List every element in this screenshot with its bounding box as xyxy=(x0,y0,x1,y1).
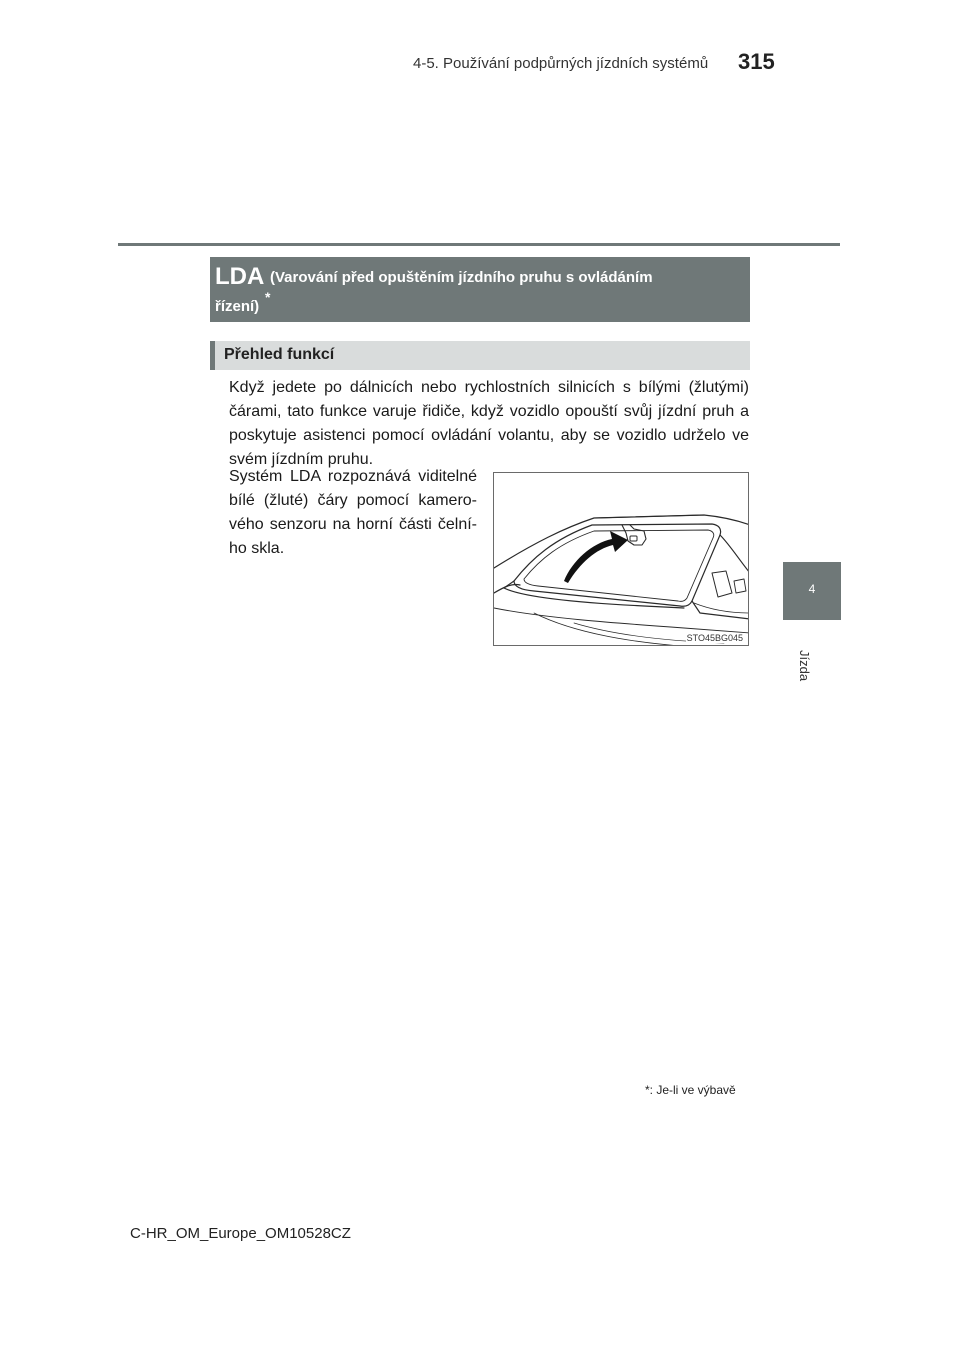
title-footnote-marker: * xyxy=(265,289,271,305)
title-line1: (Varování před opuštěním jízdního pruhu s ovládáním xyxy=(270,269,653,286)
footer-document-id: C-HR_OM_Europe_OM10528CZ xyxy=(130,1225,351,1242)
footnote xyxy=(645,1083,736,1097)
car-windshield-illustration xyxy=(494,473,749,646)
title-line2: řízení) xyxy=(215,298,260,315)
subsection-title: Přehled funkcí xyxy=(224,346,335,363)
footnote-text: : Je-li ve výbavě xyxy=(649,1083,736,1097)
body-paragraph-1: Když jedete po dálnicích nebo rychlostních silnicích s bílými (žlutými) čárami, tato funkce varuje řidiče, když vozidlo opouští svůj jízdní pruh a poskytuje asistenci pomocí ovládání volantu, aby se vozidlo udrželo ve svém jízdním pruhu. xyxy=(229,379,749,468)
chapter-number: 4 xyxy=(808,582,816,596)
section-title-banner xyxy=(210,257,750,322)
windshield-camera-figure xyxy=(493,472,749,646)
footnote-marker: * xyxy=(645,1083,650,1097)
body-paragraph-2: Systém LDA rozpoznává viditelné bílé (žluté) čáry pomocí kamerového senzoru na horní části čelního skla. xyxy=(229,468,477,557)
figure-code: STO45BG045 xyxy=(686,633,743,643)
subsection-accent-bar xyxy=(210,341,215,370)
title-abbr: LDA xyxy=(215,263,265,290)
subsection-banner xyxy=(210,341,750,370)
page-number: 315 xyxy=(738,49,775,74)
chapter-side-tab xyxy=(783,562,841,620)
chapter-label: Jízda xyxy=(797,650,812,682)
header-section-title: 4-5. Používání podpůrných jízdních systémů xyxy=(413,55,709,72)
header-divider xyxy=(118,243,840,246)
